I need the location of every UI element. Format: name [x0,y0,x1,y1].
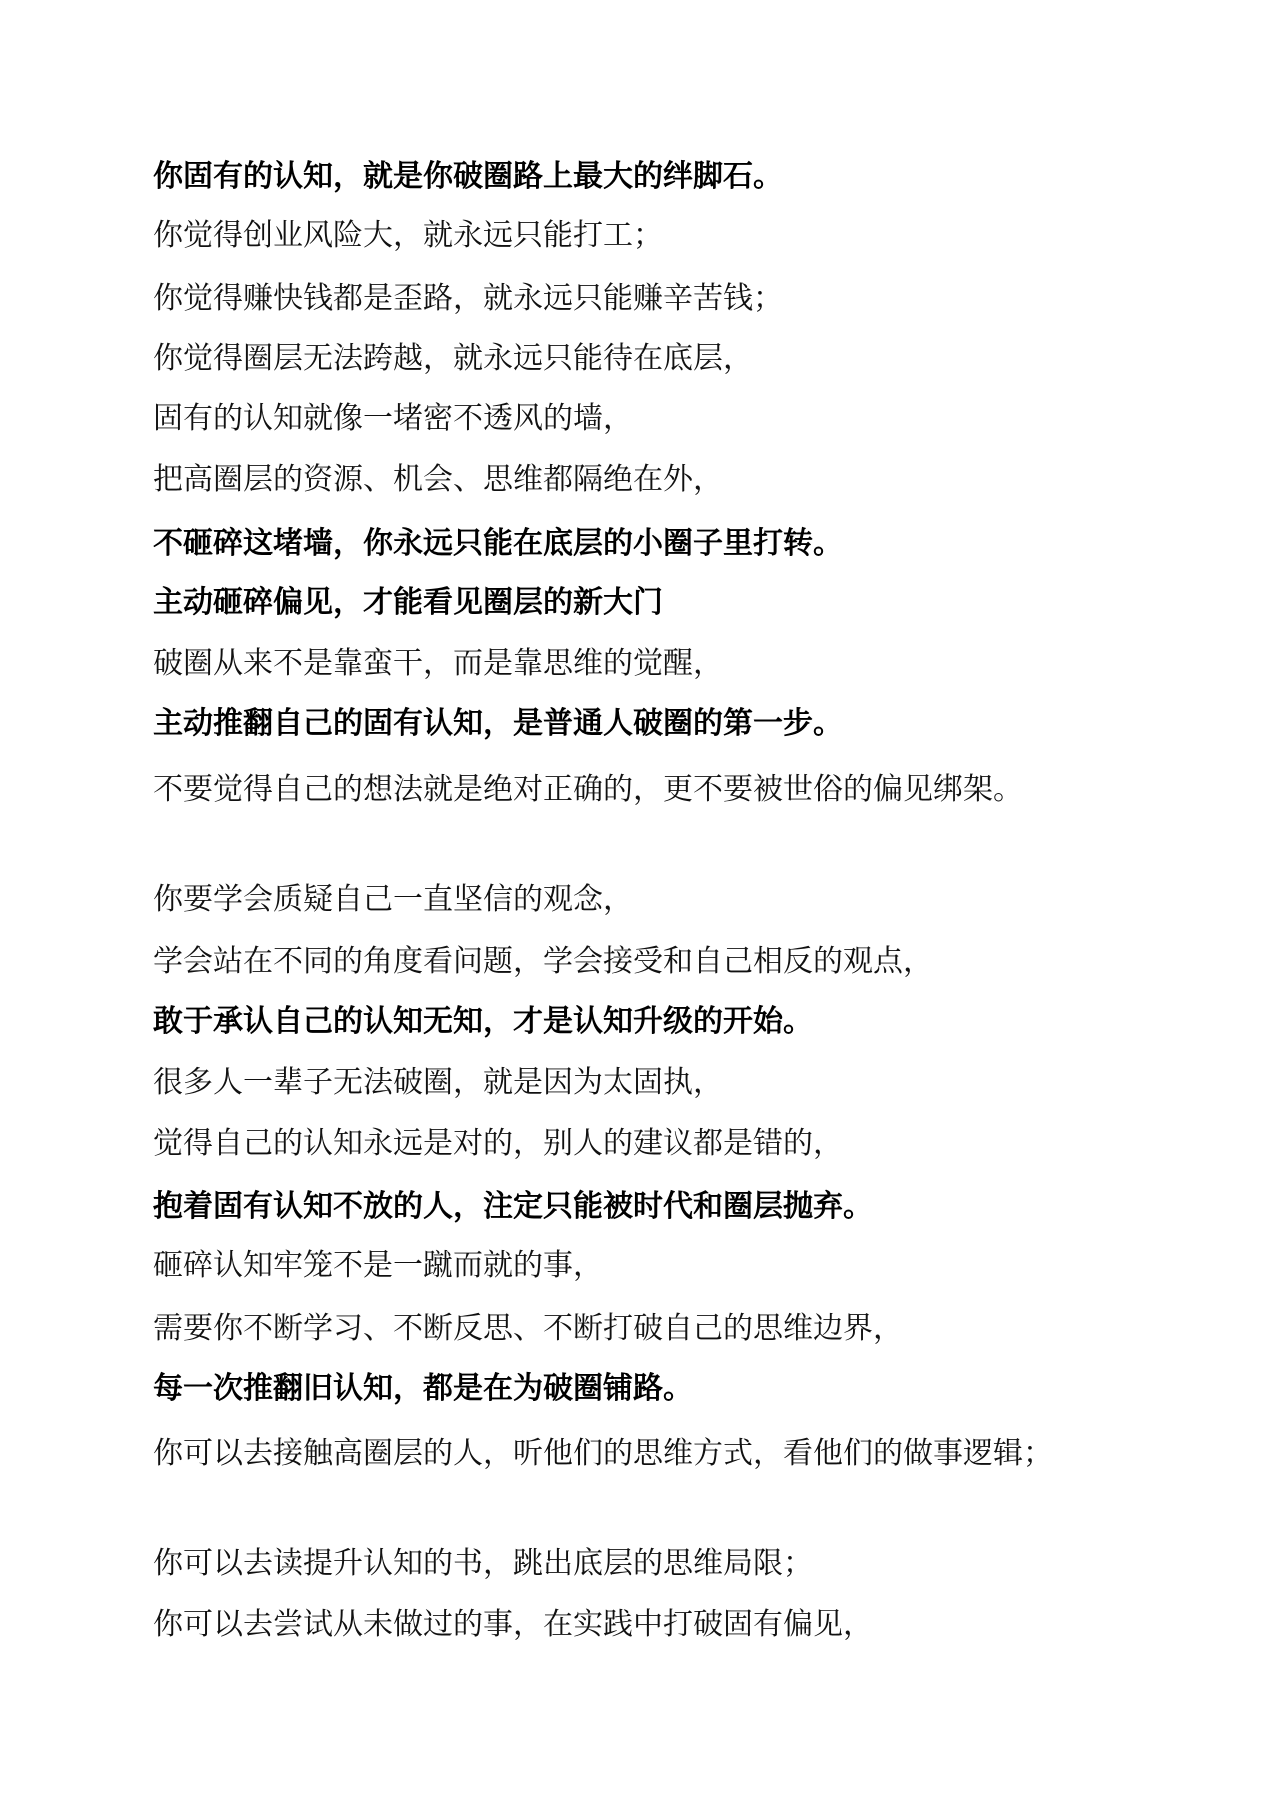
paragraph-22: 你可以去读提升认知的书，跳出底层的思维局限； [153,1546,813,1581]
paragraph-1: 你固有的认知，就是你破圈路上最大的绊脚石。 [153,159,783,194]
paragraph-19: 需要你不断学习、不断反思、不断打破自己的思维边界， [153,1311,903,1346]
paragraph-9: 破圈从来不是靠蛮干，而是靠思维的觉醒， [153,646,723,681]
paragraph-21: 你可以去接触高圈层的人，听他们的思维方式，看他们的做事逻辑； [153,1436,1053,1471]
paragraph-8: 主动砸碎偏见，才能看见圈层的新大门 [153,585,663,620]
paragraph-2: 你觉得创业风险大，就永远只能打工； [153,218,663,253]
paragraph-20: 每一次推翻旧认知，都是在为破圈铺路。 [153,1371,693,1406]
paragraph-6: 把高圈层的资源、机会、思维都隔绝在外， [153,462,723,497]
paragraph-14: 敢于承认自己的认知无知，才是认知升级的开始。 [153,1004,813,1039]
paragraph-11: 不要觉得自己的想法就是绝对正确的，更不要被世俗的偏见绑架。 [153,772,1023,807]
paragraph-15: 很多人一辈子无法破圈，就是因为太固执， [153,1065,723,1100]
paragraph-17: 抱着固有认知不放的人，注定只能被时代和圈层抛弃。 [153,1189,873,1224]
paragraph-12: 你要学会质疑自己一直坚信的观念， [153,882,633,917]
paragraph-23: 你可以去尝试从未做过的事，在实践中打破固有偏见， [153,1607,873,1642]
paragraph-13: 学会站在不同的角度看问题，学会接受和自己相反的观点， [153,944,933,979]
paragraph-4: 你觉得圈层无法跨越，就永远只能待在底层， [153,341,753,376]
paragraph-5: 固有的认知就像一堵密不透风的墙， [153,401,633,436]
paragraph-3: 你觉得赚快钱都是歪路，就永远只能赚辛苦钱； [153,281,783,316]
paragraph-10: 主动推翻自己的固有认知，是普通人破圈的第一步。 [153,706,843,741]
paragraph-16: 觉得自己的认知永远是对的，别人的建议都是错的， [153,1126,843,1161]
paragraph-7: 不砸碎这堵墙，你永远只能在底层的小圈子里打转。 [153,526,843,561]
paragraph-18: 砸碎认知牢笼不是一蹴而就的事， [153,1248,603,1283]
